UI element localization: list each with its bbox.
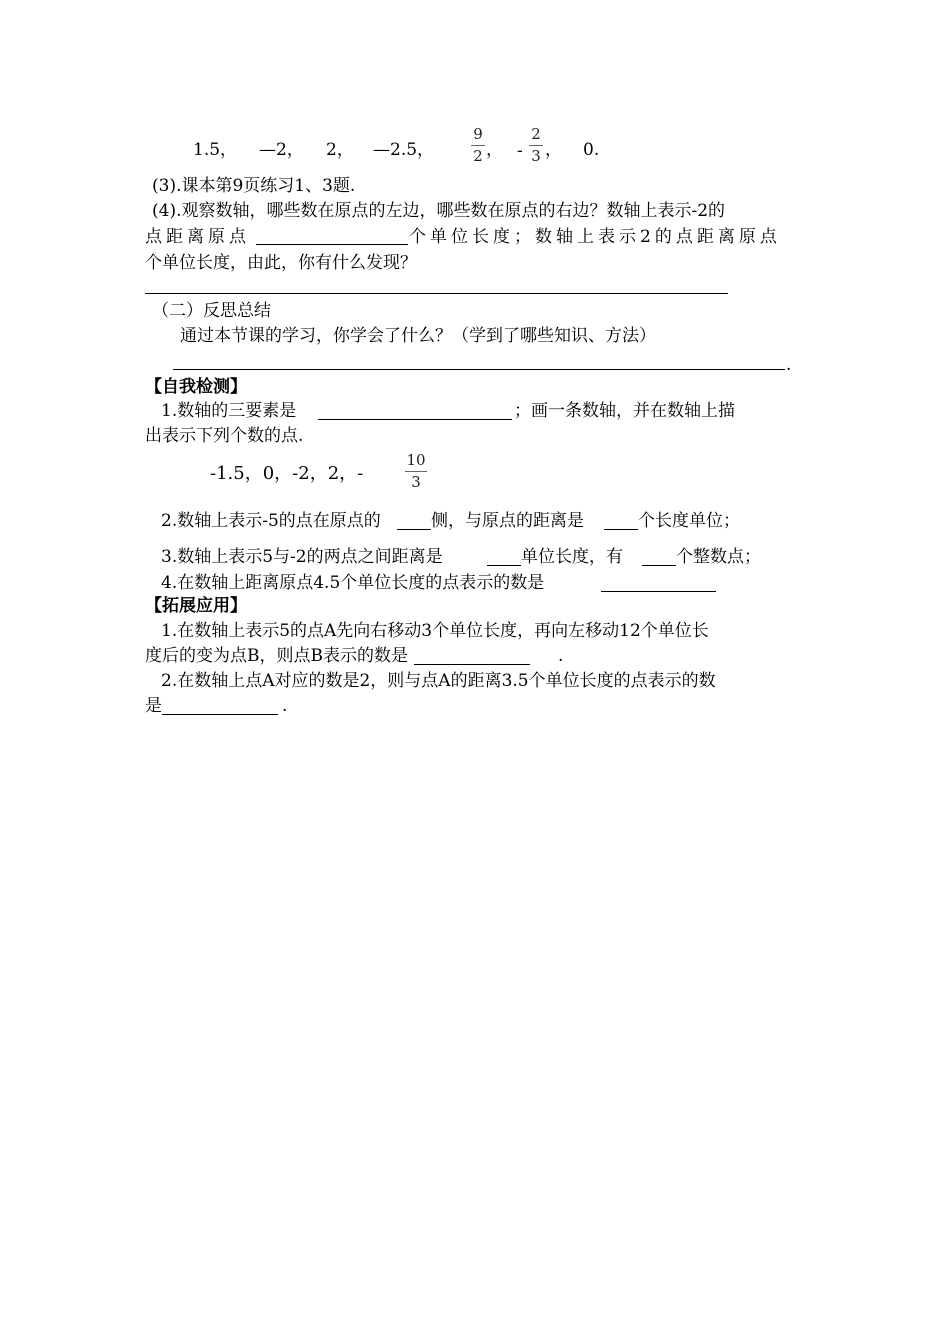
answer-blank[interactable] — [162, 714, 278, 715]
self-check-numbers: -1.5，0，-2，2，- — [210, 463, 364, 484]
extension-q1-line2: 度后的变为点B，则点B表示的数是 — [145, 646, 408, 666]
self-check-q1b: ；画一条数轴，并在数轴上描 — [514, 401, 735, 421]
self-check-q2c: 个长度单位； — [638, 511, 740, 531]
number-item: ， — [486, 140, 503, 160]
fraction-two-thirds: 2 3 — [529, 127, 543, 164]
extension-q2-line2: 是 — [145, 696, 162, 716]
reflection-prompt: 通过本节课的学习，你学会了什么？（学到了哪些知识、方法） — [180, 326, 656, 346]
end-period: . — [786, 355, 792, 375]
self-check-q3c: 个整数点； — [676, 547, 761, 567]
answer-blank[interactable] — [604, 529, 638, 530]
answer-blank[interactable] — [487, 565, 521, 566]
extension-heading: 【拓展应用】 — [145, 596, 247, 616]
answer-blank[interactable] — [397, 529, 431, 530]
answer-line[interactable] — [145, 293, 728, 294]
number-item: 0. — [583, 140, 600, 160]
answer-blank[interactable] — [601, 591, 716, 592]
number-item: —2， — [259, 140, 304, 160]
extension-q1-line1: 1.在数轴上表示5的点A先向右移动3个单位长度，再向左移动12个单位长 — [161, 621, 709, 641]
self-check-heading: 【自我检测】 — [145, 377, 247, 397]
answer-blank[interactable] — [318, 419, 512, 420]
answer-blank[interactable] — [642, 565, 676, 566]
self-check-q1a: 1.数轴的三要素是 — [161, 401, 297, 421]
end-period: . — [282, 696, 288, 716]
self-check-q4: 4.在数轴上距离原点4.5个单位长度的点表示的数是 — [161, 573, 545, 593]
self-check-q3b: 单位长度，有 — [521, 547, 623, 567]
exercise-4-line1: (4).观察数轴，哪些数在原点的左边，哪些数在原点的右边？数轴上表示-2的 — [152, 201, 726, 221]
exercise-4-line2b: 个单位长度；数轴上表示2的点距离原点 — [409, 227, 781, 247]
end-period: . — [558, 646, 564, 666]
reflection-answer-line[interactable] — [173, 369, 785, 370]
answer-blank[interactable] — [414, 664, 530, 665]
number-item: 1.5， — [193, 140, 238, 160]
minus-sign: - — [517, 141, 523, 161]
self-check-q1c: 出表示下列个数的点. — [145, 426, 304, 446]
self-check-q2b: 侧，与原点的距离是 — [431, 511, 584, 531]
fraction-nine-halves: 9 2 — [471, 127, 485, 164]
answer-blank[interactable] — [256, 244, 408, 245]
exercise-3: (3).课本第9页练习1、3题. — [152, 176, 356, 196]
exercise-4-line3: 个单位长度，由此，你有什么发现？ — [145, 253, 417, 273]
extension-q2-line1: 2.在数轴上点A对应的数是2，则与点A的距离3.5个单位长度的点表示的数 — [161, 671, 716, 691]
fraction-ten-thirds: 10 3 — [406, 451, 426, 491]
number-item: —2.5， — [373, 140, 435, 160]
number-item: ， — [545, 140, 562, 160]
self-check-q2a: 2.数轴上表示-5的点在原点的 — [161, 511, 381, 531]
reflection-heading: （二）反思总结 — [152, 301, 271, 321]
exercise-4-line2a: 点距离原点 — [145, 227, 250, 247]
number-item: 2， — [326, 140, 354, 160]
self-check-q3a: 3.数轴上表示5与-2的两点之间距离是 — [161, 547, 443, 567]
